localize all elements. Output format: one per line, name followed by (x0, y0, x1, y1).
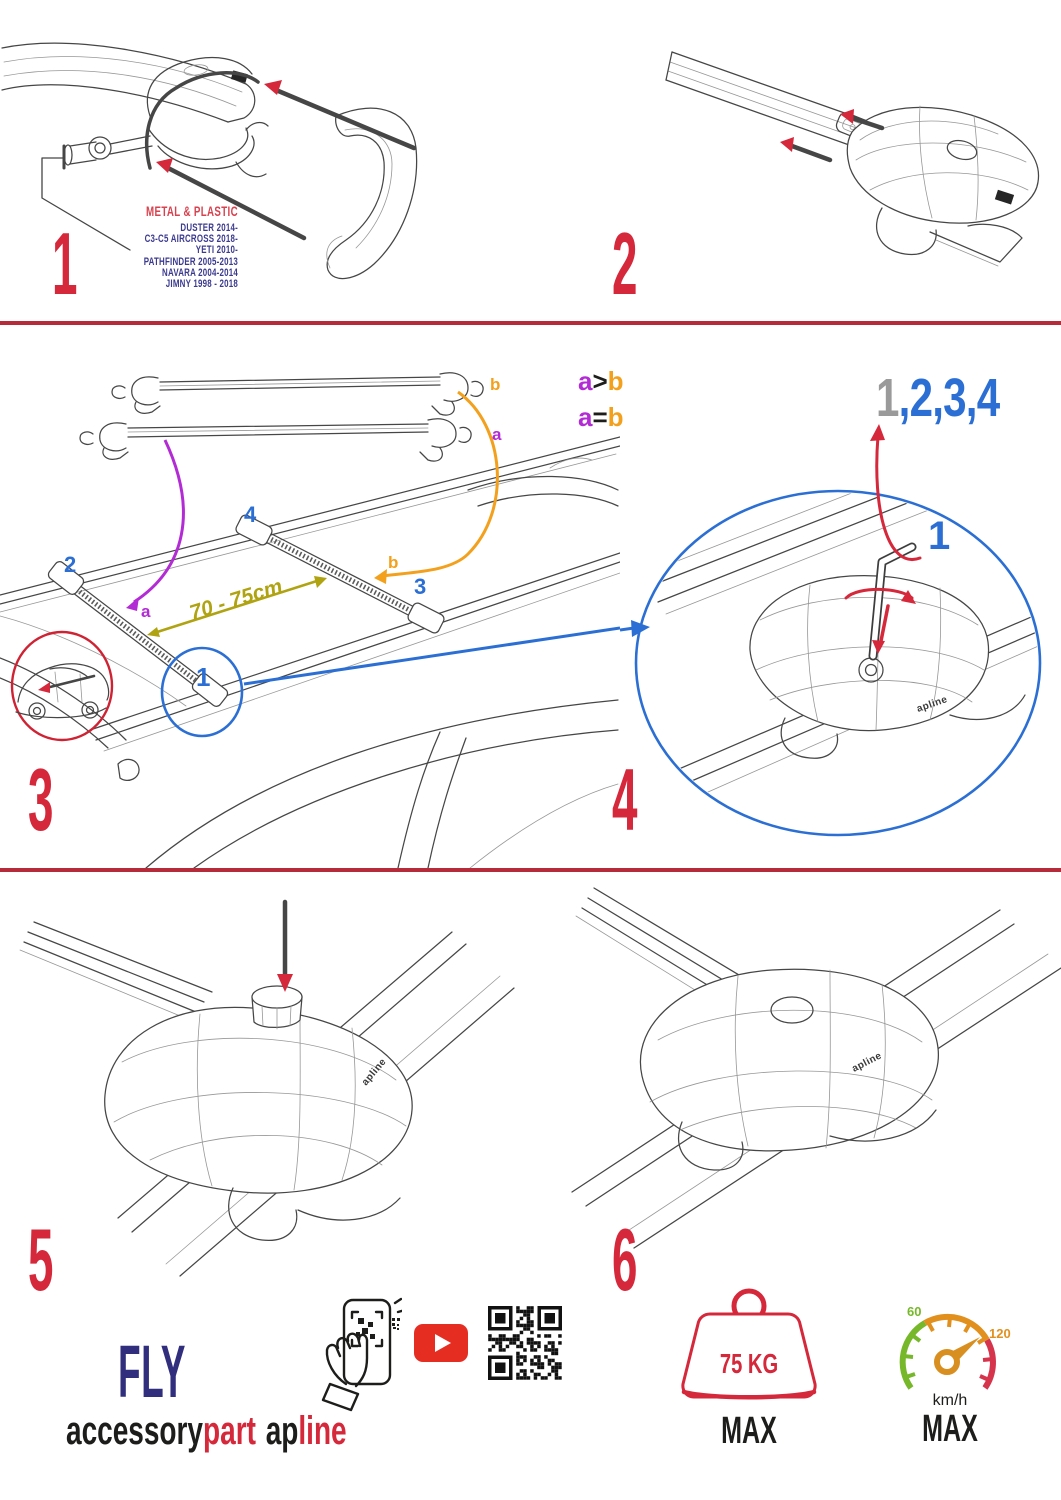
zoom-line-arrow (620, 620, 650, 637)
brand-lockup (66, 1330, 467, 1454)
position-4-label: 4 (244, 502, 257, 527)
distance-value: 70 - 75cm (186, 574, 286, 625)
weight-icon (670, 1280, 828, 1412)
formula-a-greater-b: a>b (578, 366, 624, 396)
tightening-sequence-label: 1,2,3,4 (876, 368, 1000, 428)
step2-insert-foot-drawing (530, 0, 1061, 322)
vehicle-item: JIMNY 1998 - 2018 (165, 278, 238, 291)
speedometer-icon (885, 1292, 1015, 1406)
bar-distance-dimension (147, 575, 327, 637)
apline-logo-text: apline (915, 694, 950, 715)
vehicle-item: PATHFINDER 2005-2013 (143, 255, 238, 268)
bar-b-label: b (490, 375, 501, 394)
vehicle-item: C3-C5 AIRCROSS 2018- (144, 233, 238, 246)
step1-endcap-cover-drawing (0, 0, 530, 322)
qr-code-icon (486, 1304, 564, 1382)
apline-logo-text: apline (359, 1056, 389, 1088)
step5-cap-install-drawing (0, 880, 530, 1309)
position-2-label: 2 (64, 552, 77, 577)
step-2-number: 2 (612, 214, 637, 313)
formula-a-equals-b: a=b (578, 402, 624, 432)
phone-scan-icon (318, 1296, 402, 1416)
step-5-number: 5 (28, 1210, 53, 1309)
sequence-step-1-callout: 1 (928, 514, 951, 558)
bar-a-placement-arrow (126, 440, 183, 611)
speed-high-label: 120 (989, 1326, 1011, 1341)
max-speed-label: MAX (922, 1408, 978, 1450)
brand-wordmark: accessorypart apline (66, 1409, 347, 1454)
bar-a-label: a (492, 425, 502, 444)
vehicle-item: NAVARA 2004-2014 (162, 266, 238, 279)
apline-logo-text: apline (850, 1050, 884, 1075)
vehicle-item: DUSTER 2014- (180, 222, 238, 234)
step3-roof-placement-drawing (0, 340, 620, 868)
step-3-number: 3 (28, 750, 53, 849)
step6-finished-mount-drawing (530, 880, 1061, 1309)
speed-unit-label: km/h (932, 1392, 968, 1409)
step-1-number: 1 (52, 214, 77, 313)
max-weight-label: MAX (721, 1410, 777, 1452)
product-name: FLY (118, 1330, 186, 1413)
position-3-label: 3 (414, 574, 427, 599)
cover-cap-knob (252, 986, 302, 1029)
sequence-pointer-arrow (870, 424, 920, 560)
max-weight-value: 75 KG (719, 1348, 779, 1379)
vehicle-compatibility-list (93, 204, 238, 290)
step-6-number: 6 (612, 1210, 637, 1309)
vehicle-item: YETI 2010- (195, 244, 238, 257)
position-1-label: 1 (196, 662, 211, 692)
step-4-number: 4 (612, 750, 637, 849)
section-divider (0, 868, 1061, 872)
car-direction-icon (12, 632, 112, 740)
speed-low-label: 60 (907, 1304, 922, 1319)
youtube-icon (414, 1324, 468, 1364)
material-label: METAL & PLASTIC (146, 204, 238, 219)
section-divider (0, 321, 1061, 325)
drop-b-label: b (388, 553, 399, 572)
drop-a-label: a (141, 602, 151, 621)
press-cap-arrow (277, 902, 293, 992)
detail-callout-circle (162, 628, 620, 736)
